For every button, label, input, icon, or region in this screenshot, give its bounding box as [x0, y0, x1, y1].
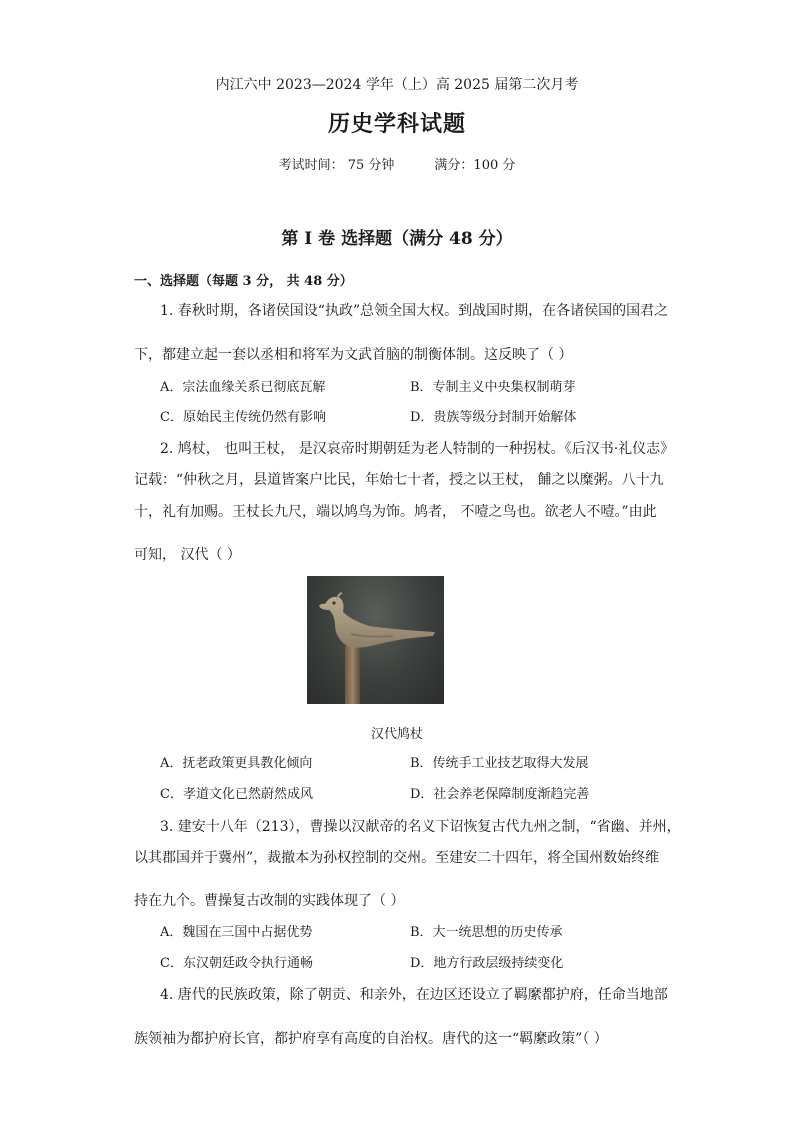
- question-4-line-2: 族领袖为都护府长官，都护府享有高度的自治权。唐代的这一“羁縻政策”（ ）: [134, 1031, 608, 1047]
- exam-meta: [0, 154, 794, 173]
- dove-staff-image: [307, 576, 444, 704]
- question-4-line-1: 4. 唐代的民族政策，除了朝贡、和亲外，在边区还设立了羁縻都护府，任命当地部: [160, 987, 668, 1003]
- page-title: 历史学科试题: [327, 111, 466, 137]
- exam-header: 内江六中 2023—2024 学年（上）高 2025 届第二次月考: [215, 77, 579, 93]
- dove-staff-illustration: [307, 576, 444, 704]
- exam-time: 考试时间： 75 分钟: [278, 158, 395, 173]
- question-2-line-4: 可知， 汉代（ ）: [134, 547, 241, 563]
- question-3-line-2: 以其郡国并于冀州”，裁撤本为孙权控制的交州。至建安二十四年，将全国州数始终维: [134, 850, 660, 866]
- question-3-option-c[interactable]: C．东汉朝廷政令执行通畅: [160, 956, 313, 971]
- question-3-option-d[interactable]: D．地方行政层级持续变化: [410, 956, 564, 971]
- question-3-option-a[interactable]: A．魏国在三国中占据优势: [160, 925, 313, 940]
- question-2-line-3: 十，礼有加赐。王杖长九尺，端以鸠鸟为饰。鸠者， 不噎之鸟也。欲老人不噎。”由此: [134, 504, 657, 520]
- question-2-option-c[interactable]: C．孝道文化已然蔚然成风: [160, 787, 313, 802]
- question-3-line-3: 持在九个。曹操复古改制的实践体现了（ ）: [134, 893, 405, 909]
- question-2-option-d[interactable]: D．社会养老保障制度渐趋完善: [410, 787, 590, 802]
- section-title: 第 I 卷 选择题（满分 48 分）: [281, 229, 513, 249]
- question-2-line-2: 记载：“仲秋之月，县道皆案户比民，年始七十者，授之以王杖， 餔之以糜粥。八十九: [134, 472, 664, 488]
- question-2-option-a[interactable]: A．抚老政策更具教化倾向: [160, 756, 313, 771]
- part-title: 一、选择题（每题 3 分， 共 48 分）: [134, 274, 353, 289]
- figure-caption: 汉代鸠杖: [370, 727, 423, 742]
- question-1-option-d[interactable]: D．贵族等级分封制开始解体: [410, 410, 577, 425]
- question-1-line-2: 下，都建立起一套以丞相和将军为文武首脑的制衡体制。这反映了（ ）: [134, 347, 573, 363]
- question-1-line-1: 1. 春秋时期，各诸侯国设“执政”总领全国大权。到战国时期，在各诸侯国的国君之: [160, 303, 669, 319]
- question-1-option-a[interactable]: A．宗法血缘关系已彻底瓦解: [160, 380, 326, 395]
- exam-score: 满分：100 分: [434, 158, 516, 173]
- question-2-option-b[interactable]: B．传统手工业技艺取得大发展: [410, 756, 589, 771]
- question-3-line-1: 3. 建安十八年（213），曹操以汉献帝的名义下诏恢复古代九州之制，“省幽、并州，: [160, 819, 681, 835]
- question-1-option-c[interactable]: C．原始民主传统仍然有影响: [160, 410, 326, 425]
- question-3-option-b[interactable]: B．大一统思想的历史传承: [410, 925, 563, 940]
- question-2-line-1: 2. 鸠杖， 也叫王杖， 是汉哀帝时期朝廷为老人特制的一种拐杖。《后汉书·礼仪志》: [160, 441, 675, 457]
- question-1-option-b[interactable]: B．专制主义中央集权制萌芽: [410, 380, 576, 395]
